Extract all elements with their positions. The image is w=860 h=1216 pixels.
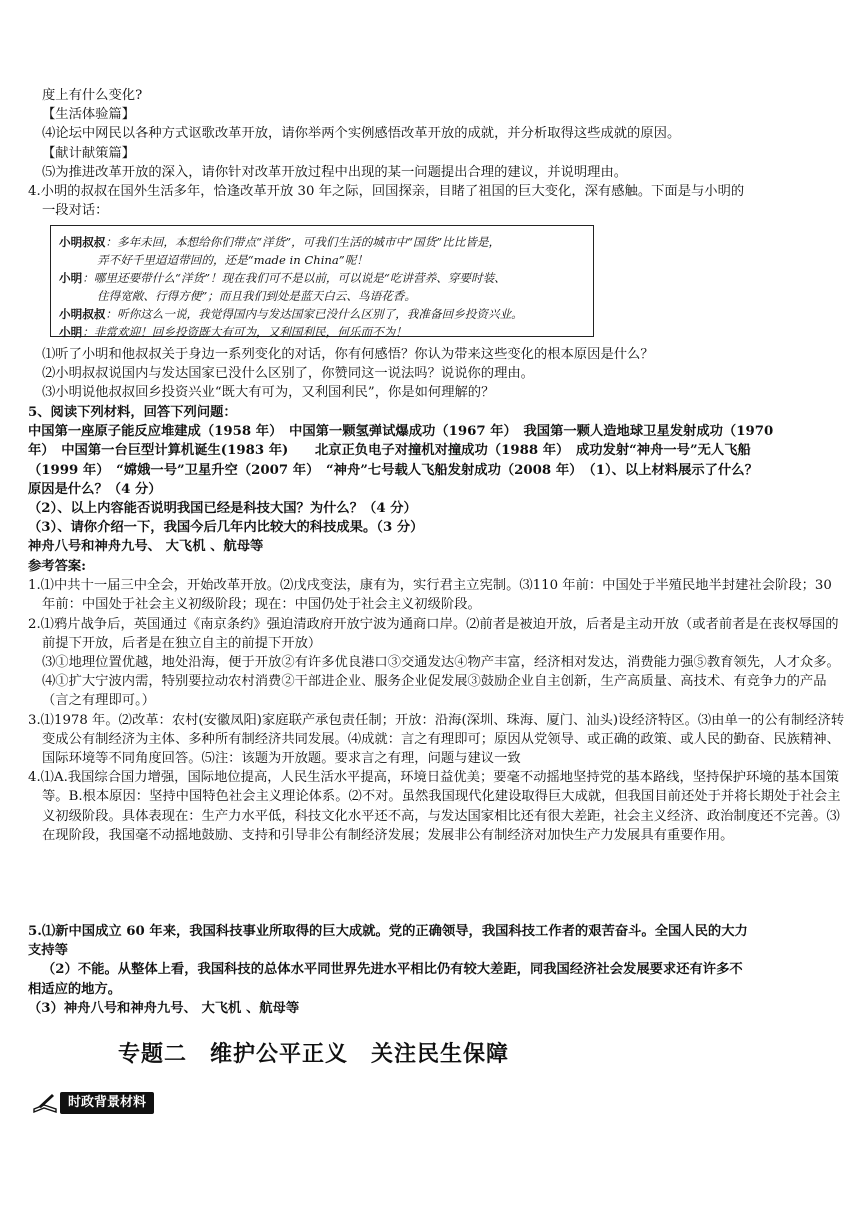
answer-5-line: 相适应的地方。 — [28, 981, 122, 997]
answer-5-line: 5.⑴新中国成立 60 年来，我国科技事业所取得的巨大成就。党的正确领导，我国科技工作者的艰苦奋斗。全国人民的大力 — [28, 924, 748, 939]
answers-heading: 参考答案: — [28, 559, 87, 574]
question-4-sub: ⑵小明叔叔说国内与发达国家已没什么区别了，你赞同这一说法吗？说说你的理由。 — [42, 366, 534, 382]
question-5-sub3-answer: 神舟八号和神舟九号、 大飞机 、航母等 — [28, 539, 264, 555]
speaker-uncle: 小明叔叔 — [59, 235, 106, 249]
dialog-line: ：听你这么一说，我觉得国内与发达国家已没什么区别了，我准备回乡投资兴业。 — [105, 307, 523, 321]
question-5-material: 中国第一座原子能反应堆建成（1958 年） 中国第一颗氢弹试爆成功（1967 年） 我国第一颗人造地球卫星发射成功（1970 — [28, 424, 774, 440]
section-heading-advice: 【献计献策篇】 — [42, 145, 136, 161]
dialog-line: 弄不好千里迢迢带回的，还是“made in China”呢！ — [97, 253, 368, 267]
dialog-line: ：非常欢迎！回乡投资既大有可为，又利国利民，何乐而不为！ — [82, 325, 407, 339]
question-5-head: 5、阅读下列材料，回答下列问题： — [28, 405, 237, 420]
answer-4: 4.⑴A.我国综合国力增强，国际地位提高，人民生活水平提高，环境日益优美；要毫不动摇地坚持党的基本路线，坚持保护环境的基本国策等。B.根本原因：坚持中国特色社会主义理论体系。⑵不对。虽然我国现代化建设取得巨大成就，但我国目前还处于并将长期处于社会主义初级阶段。具体表现在：生产力水平低，科技文化水平还不高，与发达国家相比还有很大差距，社会主义经济、政治制度还不完善。⑶在现阶段，我国毫不动摇地鼓励、支持和引导非公有制经济发展；发展非公有制经济对加快生产力发展具有重要作用。 — [28, 770, 841, 843]
question-5-material: 年） 中国第一台巨型计算机诞生(1983 年) 北京正负电子对撞机对撞成功（1988 年） 成功发射“神舟一号”无人飞船 — [28, 443, 751, 459]
answer-2: 2.⑴鸦片战争后，英国通过《南京条约》强迫清政府开放宁波为通商口岸。⑵前者是被迫开放，后者是主动开放（或者前者是在丧权辱国的前提下开放，后者是在独立自主的前提下开放） — [28, 616, 839, 651]
question-4-sub: ⑶小明说他叔叔回乡投资兴业“既大有可为，又利国利民”，你是如何理解的？ — [42, 385, 495, 401]
answer-2-3: ⑶①地理位置优越，地处沿海，便于开放②有许多优良港口③交通发达④物产丰富，经济相对发达，消费能力强⑤教育领先，人才众多。 — [42, 655, 840, 671]
dialog-line: ：哪里还要带什么“洋货”！现在我们可不是以前，可以说是“吃讲营养、穿要时装、 — [82, 271, 506, 285]
question-5-sub3: （3）、请你介绍一下，我国今后几年内比较大的科技成果。（3 分） — [28, 520, 424, 536]
dialog-line: 住得宽敞、行得方便”；而且我们到处是蓝天白云、鸟语花香。 — [97, 289, 416, 303]
speaker-ming: 小明 — [59, 325, 83, 339]
answer-3: 3.⑴1978 年。⑵改革：农村(安徽凤阳)家庭联产承包责任制；开放：沿海(深圳、珠海、厦门、汕头)设经济特区。⑶由单一的公有制经济转变成公有制经济为主体、多种所有制经济共同发展。⑷成就：言之有理即可；原因从党领导、或正确的政策、或人民的勤奋、民族精神、国际环境等不同角度回答。⑸注：该题为开放题。要求言之有理，问题与建议一致 — [28, 712, 845, 767]
section-title: 专题二 维护公平正义 关注民生保障 — [118, 1042, 510, 1067]
question-4-5: ⑸为推进改革开放的深入，请你针对改革开放过程中出现的某一问题提出合理的建议，并说明理由。 — [42, 164, 628, 180]
answer-5-line: （2）不能。从整体上看，我国科技的总体水平同世界先进水平相比仍有较大差距，同我国经济社会发展要求还有许多不 — [42, 962, 743, 978]
answer-2-4: ⑷①扩大宁波内需，特别要拉动农村消费②干部进企业、服务企业促发展③鼓励企业自主创新，生产高质量、高技术、有竞争力的产品（言之有理即可。） — [42, 674, 827, 709]
top-section — [28, 86, 846, 220]
speaker-ming: 小明 — [59, 271, 83, 285]
question-5 — [28, 403, 846, 557]
question-4-subs — [28, 345, 846, 403]
answer-5-line: 支持等 — [28, 943, 68, 959]
speaker-uncle: 小明叔叔 — [59, 307, 106, 321]
answer-5 — [28, 922, 846, 1018]
question-4-sub: ⑴听了小明和他叔叔关于身边一系列变化的对话，你有何感悟？你认为带来这些变化的根本原因是什么？ — [42, 347, 654, 362]
question-4-4: ⑷论坛中网民以各种方式讴歌改革开放，请你举两个实例感悟改革开放的成就，并分析取得这些成就的原因。 — [42, 126, 681, 142]
question-5-material: （1999 年） “嫦娥一号”卫星升空（2007 年） “神舟”七号载人飞船发射成功（2008 年） （1）、以上材料展示了什么？ — [28, 462, 758, 478]
badge-label: 时政背景材料 — [60, 1092, 154, 1114]
question-4-intro-cont: 一段对话： — [42, 203, 109, 219]
answers-section — [28, 557, 846, 845]
news-background-badge — [32, 1090, 164, 1116]
question-5-material: 原因是什么？（4 分） — [28, 481, 162, 497]
answer-1: 1.⑴中共十一届三中全会，开始改革开放。⑵戊戌变法，康有为，实行君主立宪制。⑶110 年前：中国处于半殖民地半封建社会阶段；30 年前：中国处于社会主义初级阶段；现在：中国仍处于社会主义初级阶段。 — [28, 578, 832, 613]
book-pen-icon — [32, 1090, 58, 1116]
section-heading-life: 【生活体验篇】 — [42, 107, 136, 123]
question-4-intro: 4.小明的叔叔在国外生活多年，恰逢改革开放 30 年之际，回国探亲，目睹了祖国的巨大变化，深有感触。下面是与小明的 — [28, 184, 745, 200]
text-line: 度上有什么变化? — [42, 88, 143, 103]
dialog-line: ：多年未回，本想给你们带点“洋货”，可我们生活的城市中“国货”比比皆是， — [105, 235, 501, 249]
answer-5-line: （3）神舟八号和神舟九号、 大飞机 、航母等 — [28, 1000, 300, 1016]
dialog-box — [50, 225, 594, 337]
question-5-sub2: （2）、以上内容能否说明我国已经是科技大国？为什么？（4 分） — [28, 501, 417, 517]
